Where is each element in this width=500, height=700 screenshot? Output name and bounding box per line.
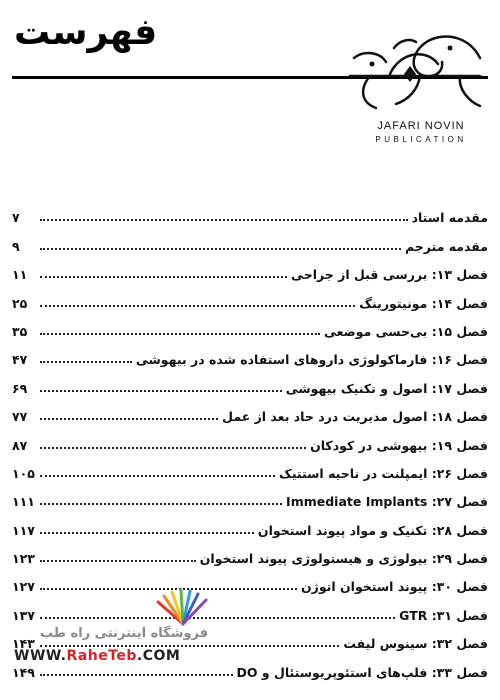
toc-entry xyxy=(12,228,488,256)
toc-entry-title: فصل ۲۸: تکنیک و مواد پیوند استخوان xyxy=(254,523,488,541)
toc-entry-title: فصل ۳۱: GTR xyxy=(395,608,488,626)
toc-leader-dots xyxy=(40,560,196,562)
toc-leader-dots xyxy=(40,447,306,449)
toc-entry-title: فصل ۳۰: پیوند استخوان اتوژن xyxy=(297,579,488,597)
toc-leader-dots xyxy=(40,418,218,420)
toc-entry-page: ۱۲۷ xyxy=(12,579,35,595)
toc-leader-dots xyxy=(40,305,355,307)
toc-leader-dots xyxy=(40,333,320,335)
toc-entry-title: فصل ۳۳: فلپ‌های استئوپریوستئال و DO xyxy=(233,665,488,683)
store-name: فروشگاه اینترنتی راه طب xyxy=(40,626,209,641)
store-url-prefix: WWW. xyxy=(14,648,67,664)
toc-entry-title: مقدمه مترجم xyxy=(401,239,488,257)
toc-entry xyxy=(12,257,488,285)
toc-entry-page: ۹ xyxy=(12,238,20,254)
toc-entry-page: ۸۷ xyxy=(12,437,28,453)
toc-entry-page: ۱۴۳ xyxy=(12,636,35,652)
toc-entry-page: ۲۵ xyxy=(12,295,28,311)
toc-leader-dots xyxy=(40,248,401,250)
toc-leader-dots xyxy=(40,532,254,534)
toc-entry-page: ۱۳۷ xyxy=(12,607,35,623)
toc-entry xyxy=(12,456,488,484)
publisher-logo xyxy=(330,18,490,158)
page-title: فهرست xyxy=(14,12,158,53)
toc-leader-dots xyxy=(40,390,282,392)
store-url-suffix: .COM xyxy=(136,648,181,664)
toc-entry-title: فصل ۲۷: Immediate Implants xyxy=(282,494,488,512)
toc-entry-page: ۱۱۱ xyxy=(12,494,35,510)
toc-entry-title: فصل ۱۵: بی‌حسی موضعی xyxy=(320,324,488,342)
toc-entry-page: ۳۵ xyxy=(12,323,28,339)
store-watermark xyxy=(10,588,230,668)
toc-entry-page: ۴۷ xyxy=(12,352,28,368)
toc-entry-page: ۱۰۵ xyxy=(12,465,35,481)
toc-entry xyxy=(12,314,488,342)
toc-entry-title: فصل ۱۷: اصول و تکنیک بیهوشی xyxy=(282,381,488,399)
toc-entry-title: فصل ۱۶: فارماکولوژی داروهای استفاده شده در بیهوشی xyxy=(132,352,488,370)
toc-leader-dots xyxy=(40,361,132,363)
toc-entry xyxy=(12,512,488,540)
toc-entry xyxy=(12,427,488,455)
toc-entry xyxy=(12,342,488,370)
store-url xyxy=(14,648,180,664)
toc-entry-page: ۶۹ xyxy=(12,380,28,396)
toc-entry-page: ۷۷ xyxy=(12,409,28,425)
toc-entry xyxy=(12,200,488,228)
publisher-name: JAFARI NOVIN xyxy=(377,120,465,132)
toc-entry-title: فصل ۲۶: ایمپلنت در ناحیه استتیک xyxy=(275,466,488,484)
toc-leader-dots xyxy=(40,219,408,221)
toc-entry xyxy=(12,285,488,313)
toc-entry xyxy=(12,370,488,398)
book-rainbow-icon xyxy=(148,588,218,628)
toc-entry-title: فصل ۱۴: مونیتورینگ xyxy=(355,296,488,314)
toc-entry-page: ۱۱۷ xyxy=(12,522,35,538)
toc-entry-page: ۱۴۹ xyxy=(12,664,35,680)
publisher-subtitle: PUBLICATION xyxy=(375,135,467,144)
toc-leader-dots xyxy=(40,276,287,278)
toc-leader-dots xyxy=(40,475,275,477)
toc-entry-title: فصل ۱۸: اصول مدیریت درد حاد بعد از عمل xyxy=(218,409,488,427)
toc-entry-page: ۱۲۳ xyxy=(12,551,35,567)
calligraphy-logo-icon xyxy=(330,18,490,118)
toc-entry-title: فصل ۳۲: سینوس لیفت xyxy=(339,636,488,654)
toc-entry-page: ۷ xyxy=(12,210,20,226)
toc-entry xyxy=(12,484,488,512)
toc-entry xyxy=(12,541,488,569)
toc-entry-page: ۱۱ xyxy=(12,267,28,283)
toc-entry-title: فصل ۱۹: بیهوشی در کودکان xyxy=(306,438,488,456)
toc-entry-title: مقدمه استاد xyxy=(408,210,488,228)
store-url-accent: RaheTeb xyxy=(66,648,137,664)
toc-entry-title: فصل ۱۳: بررسی قبل از جراحی xyxy=(287,267,488,285)
toc-leader-dots xyxy=(40,674,233,676)
toc-entry xyxy=(12,399,488,427)
toc-leader-dots xyxy=(40,503,282,505)
toc-entry-title: فصل ۲۹: بیولوژی و هیستولوژی پیوند استخوان xyxy=(196,551,488,569)
